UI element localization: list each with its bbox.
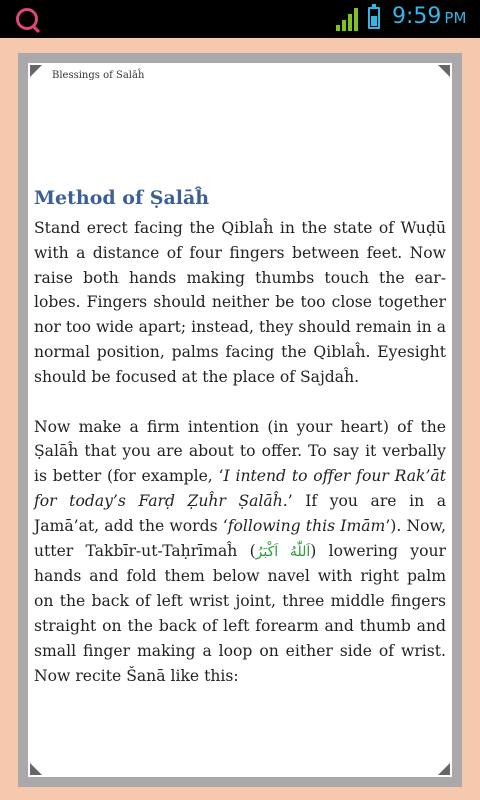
body-text bbox=[34, 216, 446, 688]
status-clock: 9:59 PM bbox=[392, 4, 467, 29]
search-app-icon[interactable] bbox=[16, 8, 38, 30]
imam-phrase: following this Imām bbox=[227, 516, 386, 535]
paragraph-1: Stand erect facing the Qiblaĥ in the state of Wuḍū with a distance of four fingers between feet. Now raise both hands making thumbs touch the ear-lobes. Fingers should neither be too close together nor too wide apart; instead, they should remain in a normal position, palms facing the Qiblaĥ. Eyesight should be focused at the place of Sajdaĥ. bbox=[34, 219, 446, 386]
corner-fold-top-left bbox=[30, 65, 42, 77]
status-bar bbox=[0, 0, 480, 38]
section-title: Method of Ṣalāĥ bbox=[34, 187, 210, 209]
corner-fold-bottom-left bbox=[30, 763, 42, 775]
page-frame bbox=[18, 53, 462, 787]
intention-example: I intend to offer four Rak’āt for today’s Farḍ Ẓuĥr Ṣalāĥ. bbox=[34, 467, 446, 510]
battery-icon bbox=[368, 7, 380, 29]
book-page[interactable] bbox=[28, 63, 452, 777]
corner-fold-bottom-right bbox=[438, 763, 450, 775]
running-header: Blessings of Salāĥ bbox=[52, 70, 145, 81]
paragraph-2: Now make a firm intention (in your heart) of the Ṣalāĥ that you are about to offer. To say it verbally is better (for example, ‘I intend to offer four Rak’āt for today’s Farḍ Ẓuĥr Ṣalāĥ.’ If you are in a Jamā’at, add the words ‘following this Imām’). Now, utter Takbīr-ut-Taḥrīmaĥ (اَللّٰهُ اَكْبَرُ) lowering your hands and fold them below navel with right palm on the back of left wrist joint, three middle fingers straight on the back of left forearm and thumb and small finger making a loop on either side of wrist. Now recite Šanā like this: bbox=[34, 417, 446, 685]
arabic-takbir: اَللّٰهُ اَكْبَرُ bbox=[255, 543, 311, 560]
signal-strength-icon bbox=[336, 7, 360, 31]
corner-fold-top-right bbox=[438, 65, 450, 77]
